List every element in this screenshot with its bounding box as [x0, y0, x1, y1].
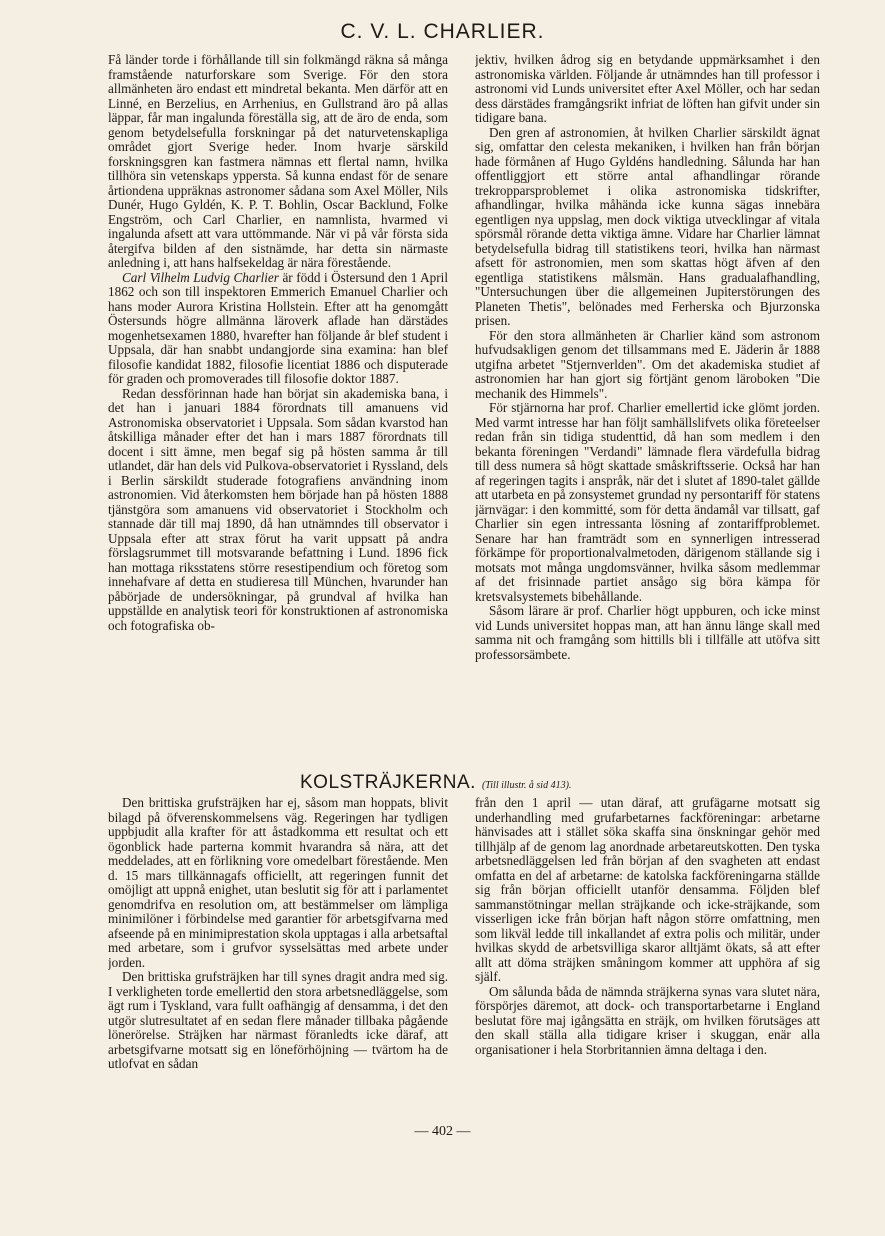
page-number: — 402 —	[414, 1124, 471, 1139]
kolstrajk-column-right	[475, 796, 820, 1116]
paragraph: Den brittiska grufsträjken har till synes dragit andra med sig. I verkligheten torde emellertid den stora arbetsnedläggelse, som ägt rum i Tyskland, vara fullt oafhängig af densamma, i det den utgör slutresultatet af en sedan flere månader tillbaka pågående lönerörelse. Sträjken har närmast föranledts icke däraf, att arbetsgifvarne motsatt sig en löneförhöjning — tvärtom ha de utlofvat en sådan	[108, 969, 448, 1071]
paragraph-text: är född i Östersund den 1 April 1862 och son till inspektoren Emmerich Emanuel Charlier och hans moder Aurora Kristina Hollstein. Efter att ha genomgått Östersunds högre allmänna läroverk aflade han därstädes mogenhetsexamen 1880, hvarefter han följande år blef student i Uppsala, där han snabbt undangjorde sina examina: han blef filosofie kandidat 1882, filosofie licentiat 1886 och disputerade för graden och promoverades till filosofie doktor 1887.	[108, 269, 448, 386]
paragraph	[108, 271, 448, 387]
paragraph: Om sålunda båda de nämnda sträjkerna synas vara slutet nära, förspörjes däremot, att dock- och transportarbetarne i England beslutat före maj igångsätta en sträjk, om hvilken förutsäges att den skall ställa alla tidigare kriser i skuggan, enär alla organisationer i hela Storbritannien ämna deltaga i den.	[475, 983, 820, 1057]
illustration-reference: (Till illustr. å sid 413).	[481, 780, 572, 791]
paragraph: Såsom lärare är prof. Charlier högt uppburen, och icke minst vid Lunds universitet hoppas man, att han ännu länge skall med samma nit och framgång som hittills bli i tillfälle att utöfva sitt professorsämbete.	[475, 603, 820, 662]
paragraph: För den stora allmänheten är Charlier känd som astronom hufvudsakligen genom det tillsammans med E. Jäderin år 1888 utgifna arbetet "Stjernverlden". Om det akademiska studiet af astronomien har han gjort sig förtjänt genom läroboken "Die mechanik des Himmels".	[475, 327, 820, 401]
person-name: Carl Vilhelm Ludvig Charlier	[122, 269, 279, 285]
kolstrajk-column-left	[108, 796, 448, 1116]
charlier-column-right	[475, 53, 820, 758]
page-title: C. V. L. CHARLIER.	[340, 20, 545, 43]
section-title: KOLSTRÄJKERNA.	[300, 772, 476, 793]
paragraph: Få länder torde i förhållande till sin folkmängd räkna så många framstående naturforskare som Sverige. För den stora allmänheten äro endast ett mindretal bekanta. Men därför att en Linné, en Berzelius, en Arrhenius, en Gullstrand äro på allas läppar, får man ingalunda föreställa sig, att de äro de enda, som genom betydelsefulla forskningar på det naturvetenskapliga området gjort Sverige heder. Inom hvarje särskild forskningsgren kan fastmera nämnas ett flertal namn, hvilka tillhöra sin vetenskaps yppersta. Så kunna endast för de senare årtiondena uppräknas astronomer sådana som Axel Möller, Nils Dunér, Hugo Gyldén, K. P. T. Bohlin, Oscar Backlund, Folke Engström, och Carl Charlier, en namnlista, hvarmed vi ingalunda afsett att vara uttömmande. När vi på vår första sida återgifva bilden af den sistnämde, har detta sin närmaste anledning i, att hans halfsekeldag är nära förestående.	[108, 53, 448, 270]
section-heading	[300, 772, 700, 794]
paragraph: För stjärnorna har prof. Charlier emellertid icke glömt jorden. Med varmt intresse har han följt samhällslifvets olika företeelser redan från sin tidiga studenttid, då han som medlem i den bekanta föreningen "Verdandi" lämnade flera värdefulla bidrag till dess numera så högt skattade småskriftsserie. Också har han af regeringen tagits i anspråk, när det i slutet af 1890-talet gällde att utarbeta en på zonsystemet grundad ny persontariff för statens järnvägar: i den kommitté, som för detta ändamål var tillsatt, gaf Charlier sin egen intressanta lösning af zontariffproblemet. Senare har han framträdt som en synnerligen intresserad förkämpe för proportionalvalmetoden, därigenom ställande sig i motsats mot många ungdomsvänner, hvilka såsom medlemmar af det frisinnade partiet ansågo sig böra kämpa för kretsvalsystemets bibehållande.	[475, 400, 820, 604]
paragraph: jektiv, hvilken ådrog sig en betydande uppmärksamhet i den astronomiska världen. Följande år utnämndes han till professor i astronomi vid Lunds universitet efter Axel Möller, och har sedan dess därstädes framgångsrikt infriat de löften han gifvit under sin tidigare bana.	[475, 53, 820, 125]
paragraph: från den 1 april — utan däraf, att grufägarne motsatt sig underhandling med grufarbetarnes fackföreningar: arbetarne hänvisades att i stället söka skaffa sina önskningar gehör med tillhjälp af de genom lag anordnade arbetareutskotten. Den tyska arbetsnedläggelsen led från början af den svagheten att endast omfatta en del af arbetarne: de katolska fackföreningarna ställde sig från början officiellt utanför densamma. Följden blef sammanstötningar mellan sträjkande och icke-sträjkande, som visserligen icke från början haft någon större omfattning, men som likväl ledde till inkallandet af extra polis och militär, under hvilkas skydd de arbetsvilliga skaror alltjämt ökats, så att efter allt att döma sträjken småningom kommer att upphöra af sig själf.	[475, 796, 820, 984]
paragraph: Den brittiska grufsträjken har ej, såsom man hoppats, blivit bilagd på öfverenskommelsens väg. Regeringen har tydligen uppbjudit alla krafter för att åstadkomma ett resultat och ett ögonblick hade parterna kommit hvarandra så nära, att det meddelades, att en förlikning vore omedelbart förestående. Men d. 15 mars tillkännagafs officiellt, att regeringen funnit det omöjligt att uppnå enighet, utan beslutit sig för att i parlamentet genomdrifva en resolution om, att bestämmelser om lämpliga minimilöner i förbindelse med garantier för arbetsgifvarna med afseende på en minimiprestation skola upptagas i alla arbetsaftal med arbetare, som i grufvor sysselsättas med arbete under jorden.	[108, 796, 448, 970]
paragraph: Den gren af astronomien, åt hvilken Charlier särskildt ägnat sig, omfattar den celesta mekaniken, i hvilken han från början hade förmånen af Hugo Gyldéns handledning. Sålunda har han offentliggjort ett större antal afhandlingar rörande trekropparsproblemet i olika astronomiska tidskrifter, afhandlingar, hvilka måhända icke kunna sägas innebära egentligen nya uppslag, men dock viktiga utvecklingar af vitala spörsmål rörande detta viktiga ämne. Vidare har Charlier lämnat betydelsefulla bidrag till statistikens teori, hvilka han närmast afsett för astronomien, men som skattas högt äfven af den egentliga statistikens målsmän. Hans gradualafhandling, "Untersuchungen über die allgemeinen Jupiterstörungen des Planeten Thetis", belönades med Ferherska och Bjurzonska prisen.	[475, 124, 820, 328]
charlier-column-left	[108, 53, 448, 758]
paragraph: Redan dessförinnan hade han börjat sin akademiska bana, i det han i januari 1884 förordnats till amanuens vid Astronomiska observatoriet i Uppsala. Som sådan kvarstod han åtskilliga månader efter det han i mars 1887 förordnats till docent i sitt ämne, men begaf sig på hösten samma år till utlandet, där han dels vid Pulkova-observatoriet i Ryssland, dels i Berlin särskildt studerade fotografiens användning inom astronomien. Vid återkomsten hem började han på hösten 1888 tjänstgöra som amanuens vid observatoriet i Stockholm och stannade där till maj 1890, då han utnämndes till observator i Uppsala efter att strax förut ha varit uppsatt på andra förslagsrummet till motsvarande befattning i Lund. 1896 fick han mottaga riksstatens större resestipendium och företog som innehafvare af detta en studieresa till München, hvarunder han påbörjade de undersökningar, på grundval af hvilka han uppställde en analytisk teori för konstruktionen af astronomiska och fotografiska ob-	[108, 385, 448, 633]
